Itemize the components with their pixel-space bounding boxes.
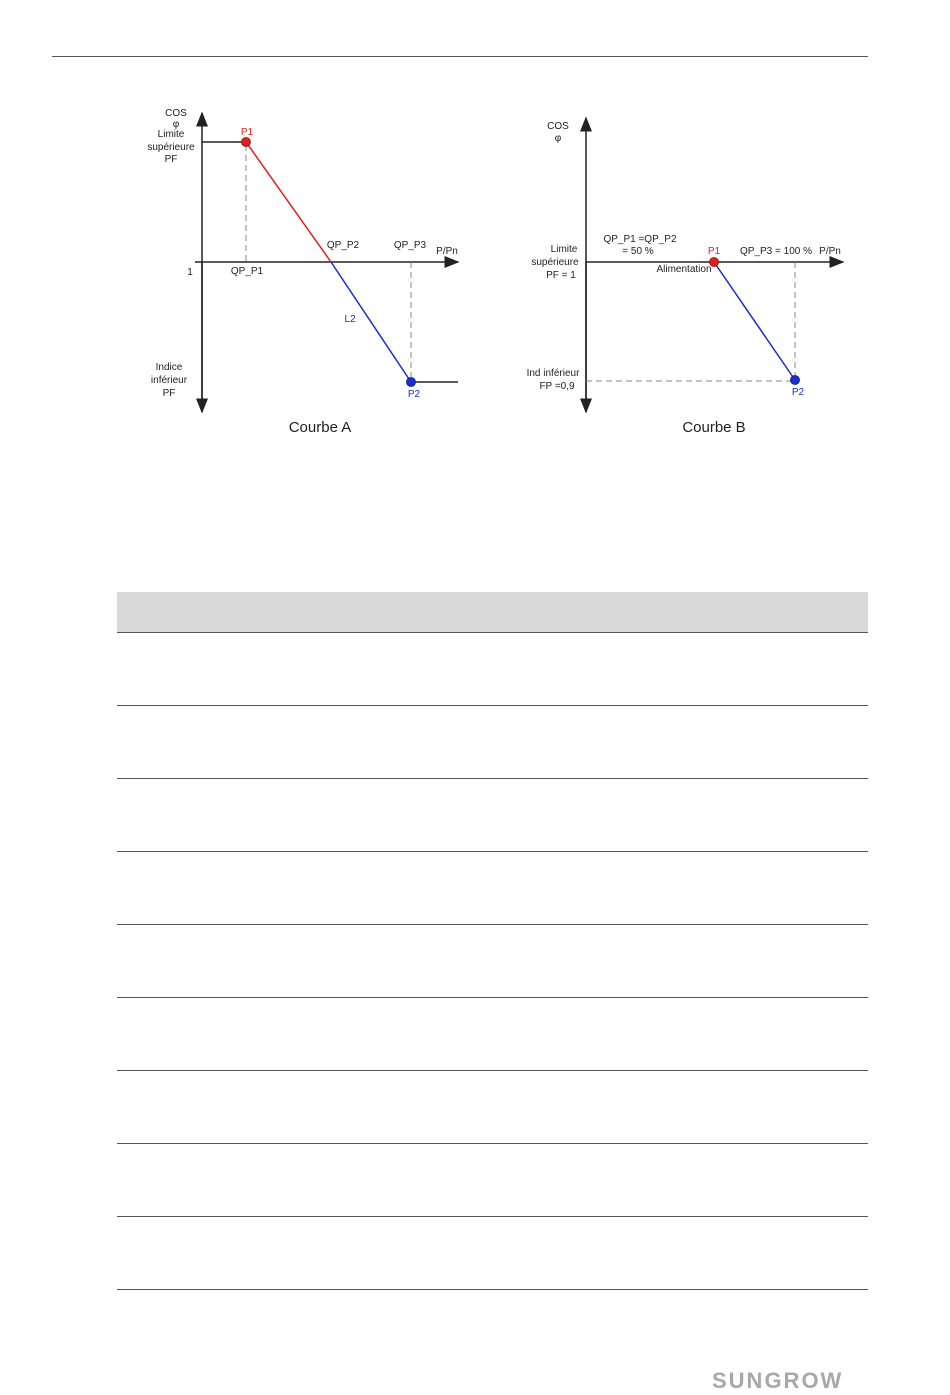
curve-a-upper-label-3: PF [164, 154, 178, 165]
curve-b-upper-label-1: Limite [550, 244, 578, 255]
curve-b-y-title: COS [547, 121, 569, 132]
parameter-table [117, 592, 868, 1290]
curve-a-p1-marker [242, 138, 251, 147]
curve-b-caption: Courbe B [682, 419, 746, 436]
curve-b-lower-label-1: Ind inférieur [526, 368, 580, 379]
curve-b-qp-note-1: QP_P1 =QP_P2 [603, 234, 677, 245]
curve-b-y-symbol: φ [554, 133, 562, 144]
curve-b-p1-label: P1 [707, 246, 721, 257]
sungrow-logo: SUNGROW [712, 1368, 844, 1393]
table-row [117, 1144, 868, 1217]
curve-a-lower-label-1: Indice [155, 362, 183, 373]
table-row [117, 998, 868, 1071]
curve-a-qp-p3: QP_P3 [393, 240, 427, 251]
curve-a-p1-label: P1 [240, 127, 254, 138]
curve-a-lower-label-2: inférieur [150, 375, 188, 386]
curve-a-red-segment [246, 142, 331, 262]
curve-b [527, 118, 843, 436]
curve-b-lower-label-2: FP =0,9 [539, 381, 575, 392]
curve-b-qp-p3: QP_P3 = 100 % [740, 246, 812, 257]
curve-b-upper-label-2: supérieure [531, 257, 579, 268]
curve-b-p2-marker [791, 376, 800, 385]
curve-b-p2-label: P2 [791, 387, 805, 398]
curve-a-lower-label-3: PF [162, 388, 176, 399]
curve-a-upper-label-1: Limite [157, 129, 185, 140]
curve-a-qp-p1: QP_P1 [230, 266, 264, 277]
table-row [117, 1217, 868, 1290]
curve-a-upper-label-2: supérieure [147, 142, 195, 153]
table-row [117, 779, 868, 852]
curve-b-upper-label-3: PF = 1 [546, 270, 576, 281]
curve-a-line-label: L2 [344, 314, 356, 325]
curve-b-feed-label: Alimentation [656, 264, 712, 275]
curve-a-p2-marker [407, 378, 416, 387]
table-row [117, 925, 868, 998]
curve-a-y-title: COS [165, 108, 187, 119]
power-factor-curves-figure [0, 0, 950, 460]
curve-a-origin-label: 1 [187, 267, 193, 278]
table-row [117, 633, 868, 706]
curve-a [147, 108, 458, 436]
curve-a-blue-segment [331, 262, 411, 382]
curve-b-blue-segment [714, 262, 795, 380]
curve-a-caption: Courbe A [288, 419, 352, 436]
curve-a-p2-label: P2 [407, 389, 421, 400]
table-row [117, 852, 868, 925]
curve-b-x-label: P/Pn [819, 246, 841, 257]
curve-a-y-symbol: φ [172, 119, 180, 130]
table-row [117, 706, 868, 779]
table-row [117, 1071, 868, 1144]
table-header [117, 592, 868, 633]
curve-b-qp-note-2: = 50 % [622, 246, 654, 257]
curve-a-qp-p2: QP_P2 [326, 240, 360, 251]
curve-a-x-label: P/Pn [436, 246, 458, 257]
